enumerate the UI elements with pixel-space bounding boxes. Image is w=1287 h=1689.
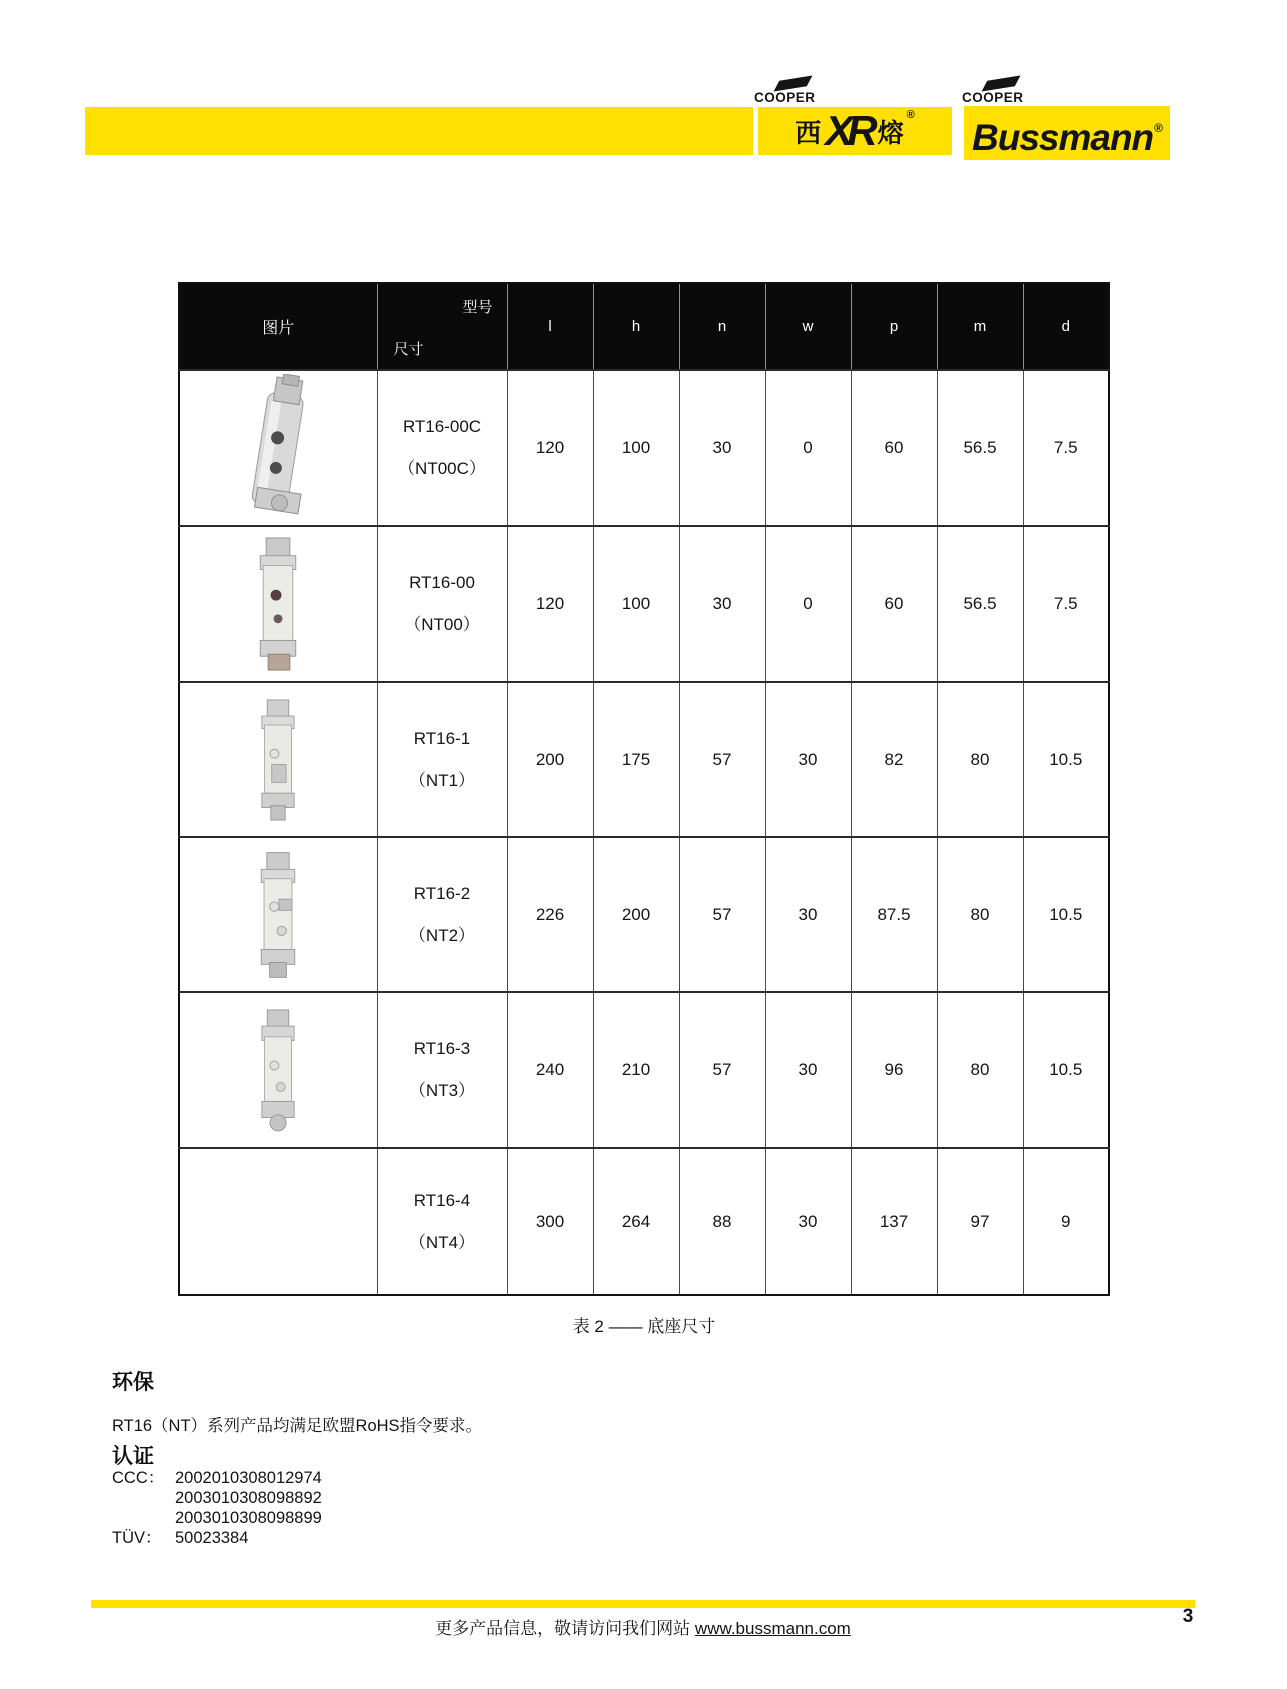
model-name: RT16-1 [413,728,471,748]
col-header-d: d [1023,283,1109,370]
table-row [179,837,1109,992]
brand-bar [85,107,753,155]
value-cell: 9 [1023,1148,1109,1295]
value-cell: 57 [679,992,765,1148]
value-cell: 240 [507,992,593,1148]
cooper-logo-xirong [754,78,844,104]
bussmann-logo [972,108,1162,158]
col-header-n: n [679,283,765,370]
model-alt-name: （NT2） [408,925,476,945]
value-cell: 80 [937,992,1023,1148]
value-cell: 100 [593,526,679,682]
ccc-line-3 [112,1508,322,1528]
corner-model-label: 型号 [462,299,493,316]
tuv-line [112,1528,322,1548]
section-title-environment: 环保 [112,1371,154,1394]
table-row [179,370,1109,526]
value-cell: 87.5 [851,837,937,992]
table-row [179,992,1109,1148]
value-cell: 60 [851,526,937,682]
tuv-number: 50023384 [175,1529,249,1547]
cooper-logo-bussmann [962,78,1052,104]
model-cell [377,526,507,682]
model-cell [377,682,507,837]
model-cell [377,1148,507,1295]
value-cell: 200 [593,837,679,992]
table-header-row [179,283,1109,370]
value-cell: 137 [851,1148,937,1295]
value-cell: 175 [593,682,679,837]
value-cell: 57 [679,682,765,837]
ccc-line-1 [112,1468,322,1488]
product-photo-cell [179,370,377,526]
model-alt-name: （NT4） [408,1232,476,1252]
value-cell: 80 [937,837,1023,992]
product-photo-cell [179,837,377,992]
section-title-certification: 认证 [112,1445,154,1468]
tuv-label: TÜV： [112,1529,162,1547]
base-dimensions-table [178,282,1110,1296]
col-header-w: w [765,283,851,370]
xirong-xr: XR [825,107,872,154]
model-alt-name: （NT00C） [398,459,486,478]
product-photo [252,1004,304,1136]
ccc-line-2 [112,1488,322,1508]
value-cell: 10.5 [1023,992,1109,1148]
product-photo [251,847,305,983]
value-cell: 56.5 [937,370,1023,526]
table-row [179,1148,1109,1295]
value-cell: 120 [507,526,593,682]
product-photo [252,697,304,823]
cooper-word: COOPER [962,90,1024,105]
ccc-number: 2002010308012974 [175,1469,322,1487]
certification-list [112,1468,322,1548]
bussmann-logo-block [964,106,1170,160]
model-cell [377,837,507,992]
product-photo [249,536,307,672]
value-cell: 264 [593,1148,679,1295]
value-cell: 30 [679,370,765,526]
value-cell: 88 [679,1148,765,1295]
value-cell: 30 [765,837,851,992]
corner-size-label: 尺寸 [393,341,424,358]
ccc-number: 2003010308098899 [175,1509,322,1527]
value-cell: 0 [765,370,851,526]
value-cell: 30 [765,1148,851,1295]
table-row [179,682,1109,837]
model-alt-name: （NT3） [408,1081,476,1100]
footer-rule [91,1600,1195,1608]
value-cell: 30 [765,992,851,1148]
col-header-h: h [593,283,679,370]
ccc-label: CCC： [112,1469,165,1487]
model-alt-name: （NT00） [404,615,480,634]
registered-mark: ® [1154,121,1162,135]
model-cell [377,992,507,1148]
value-cell: 30 [765,682,851,837]
model-name: RT16-4 [413,1190,471,1210]
registered-mark: ® [906,109,915,121]
table-row [179,526,1109,682]
model-alt-name: （NT1） [408,770,476,790]
value-cell: 56.5 [937,526,1023,682]
value-cell: 96 [851,992,937,1148]
footer-text [91,1614,1195,1639]
value-cell: 10.5 [1023,682,1109,837]
page-number: 3 [1182,1606,1194,1627]
xirong-logo [795,107,915,154]
table-caption: 表 2 —— 底座尺寸 [572,1317,716,1336]
value-cell: 0 [765,526,851,682]
xirong-rong: 熔 [877,117,904,148]
model-name: RT16-00 [409,573,475,592]
value-cell: 200 [507,682,593,837]
ccc-number: 2003010308098892 [175,1489,322,1507]
value-cell: 100 [593,370,679,526]
model-name: RT16-3 [413,1039,471,1058]
product-photo-cell [179,992,377,1148]
model-cell [377,370,507,526]
col-header-l: l [507,283,593,370]
model-name: RT16-00C [402,417,482,436]
product-photo-cell-empty [179,1148,377,1295]
footer-message: 更多产品信息，敬请访问我们网站 [435,1619,695,1638]
col-header-image: 图片 [179,283,377,370]
product-photo [226,374,330,522]
cooper-word: COOPER [754,90,816,105]
value-cell: 7.5 [1023,526,1109,682]
value-cell: 57 [679,837,765,992]
value-cell: 97 [937,1148,1023,1295]
value-cell: 10.5 [1023,837,1109,992]
value-cell: 60 [851,370,937,526]
environment-text: RT16（NT）系列产品均满足欧盟RoHS指令要求。 [112,1417,483,1435]
col-header-m: m [937,283,1023,370]
product-photo-cell [179,682,377,837]
value-cell: 80 [937,682,1023,837]
xirong-xi: 西 [795,117,822,148]
value-cell: 226 [507,837,593,992]
value-cell: 120 [507,370,593,526]
col-header-p: p [851,283,937,370]
bussmann-word: Bussmann [972,117,1154,158]
value-cell: 30 [679,526,765,682]
value-cell: 7.5 [1023,370,1109,526]
product-photo-cell [179,526,377,682]
footer-url-link[interactable]: www.bussmann.com [694,1619,851,1638]
col-header-model-size [377,283,507,370]
model-name: RT16-2 [413,883,471,903]
value-cell: 210 [593,992,679,1148]
xirong-logo-block [758,107,952,155]
value-cell: 300 [507,1148,593,1295]
value-cell: 82 [851,682,937,837]
